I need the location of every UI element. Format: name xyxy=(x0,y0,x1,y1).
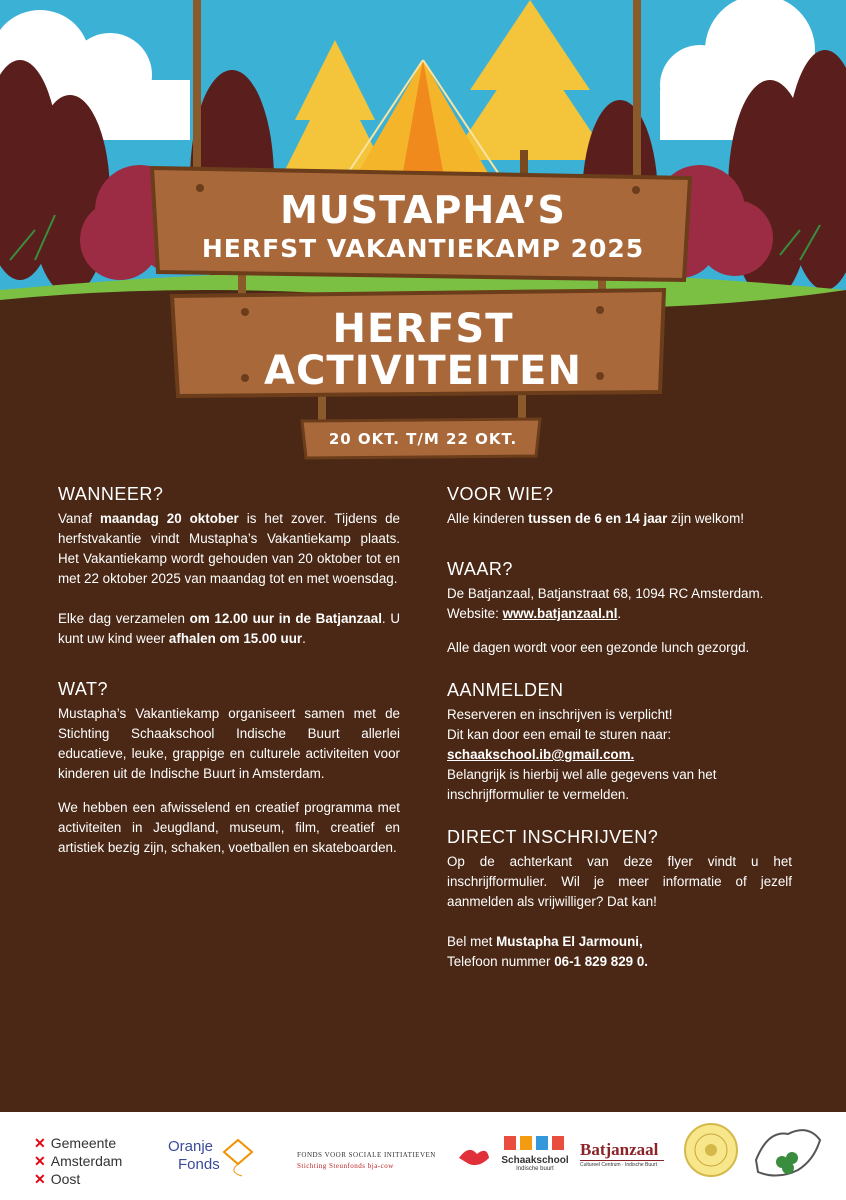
wat-paragraph-2: We hebben een afwisselend en creatief programma met activiteiten in Jeugdland, museum, film, creatief en artistiek bezig zijn, schaken, voetballen en skateboarden. xyxy=(58,800,400,855)
fonds-hands-icon xyxy=(457,1142,491,1172)
wanneer-paragraph-1: Vanaf maandag 20 oktober is het zover. Tijdens de herfstvakantie vindt Mustapha’s Vakantiekamp plaats. Het Vakantiekamp wordt gehouden van 20 oktober tot en met 22 oktober 2025 van maandag tot en met woensdag. xyxy=(58,511,400,586)
schaakschool-logo: Schaakschool Indische buurt xyxy=(500,1134,570,1172)
sign-activiteiten: ACTIVITEITEN xyxy=(264,348,582,394)
direct-text: Op de achterkant van deze flyer vindt u het inschrijfformulier. Wil je meer informatie of jezelf aanmelden als vrijwilliger? Dat kan! xyxy=(447,854,792,909)
heading-aanmelden: AANMELDEN xyxy=(447,680,564,700)
sponsor-logos xyxy=(0,1112,846,1200)
date-range: 20 OKT. T/M 22 OKT. xyxy=(328,430,518,448)
flyer-content xyxy=(0,480,846,1112)
section-direct-inschrijven xyxy=(447,827,792,972)
heading-wat: WAT? xyxy=(58,679,108,699)
section-voor-wie xyxy=(447,484,792,529)
sign-herfst: HERFST xyxy=(332,306,514,352)
website-link[interactable]: www.batjanzaal.nl xyxy=(502,606,618,621)
gemeente-amsterdam-logo: ✕ Gemeente ✕ Amsterdam ✕ Oost xyxy=(34,1135,123,1187)
batjanzaal-logo: Batjanzaal Cultureel Centrum · Indische Buurt xyxy=(580,1140,664,1168)
contact-text: Bel met Mustapha El Jarmouni, Telefoon nummer 06-1 829 829 0. xyxy=(447,934,649,969)
left-column xyxy=(58,484,400,880)
heading-waar: WAAR? xyxy=(447,559,513,579)
email-link[interactable]: schaakschool.ib@gmail.com. xyxy=(447,747,635,762)
schaakschool-icon xyxy=(502,1134,568,1152)
heading-direct-inschrijven: DIRECT INSCHRIJVEN? xyxy=(447,827,659,847)
right-column xyxy=(447,484,792,994)
aanmelden-text: Reserveren en inschrijven is verplicht! Dit kan door een email te sturen naar: schaakschool.ib@gmail.com. Belangrijk is hierbij wel alle gegevens van het inschrijfformulier te vermelden. xyxy=(447,707,717,802)
kite-icon xyxy=(218,1138,258,1178)
section-aanmelden xyxy=(447,680,792,805)
fonds-sociale-initiatieven-logo: FONDS VOOR SOCIALE INITIATIEVEN Stichting Steunfonds bja-cow xyxy=(297,1150,436,1172)
voor-wie-text: Alle kinderen tussen de 6 en 14 jaar zijn welkom! xyxy=(447,511,744,526)
section-wanneer xyxy=(58,484,400,649)
heading-wanneer: WANNEER? xyxy=(58,484,164,504)
heading-voor-wie: VOOR WIE? xyxy=(447,484,554,504)
waar-address: De Batjanzaal, Batjanstraat 68, 1094 RC Amsterdam. Website: www.batjanzaal.nl. xyxy=(447,586,764,621)
section-wat xyxy=(58,679,400,858)
wanneer-paragraph-2: Elke dag verzamelen om 12.00 uur in de Batjanzaal. U kunt uw kind weer afhalen om 15.00 uur. xyxy=(58,611,400,646)
hand-clover-icon xyxy=(748,1120,828,1186)
camp-subtitle: HERFST VAKANTIEKAMP 2025 xyxy=(201,234,645,263)
camp-title: MUSTAPHA’S xyxy=(280,188,566,232)
section-waar xyxy=(447,559,792,658)
hero-illustration xyxy=(0,0,846,480)
oranje-fonds-logo: Oranje Fonds xyxy=(168,1138,220,1174)
wat-paragraph-1: Mustapha’s Vakantiekamp organiseert samen met de Stichting Schaakschool Indische Buurt allerlei educatieve, leuke, grappige en culturele activiteiten voor kinderen uit de Indische Buurt in Amsterdam. xyxy=(58,706,400,781)
stichting-seal-icon xyxy=(683,1122,739,1178)
lunch-text: Alle dagen wordt voor een gezonde lunch gezorgd. xyxy=(447,640,750,655)
